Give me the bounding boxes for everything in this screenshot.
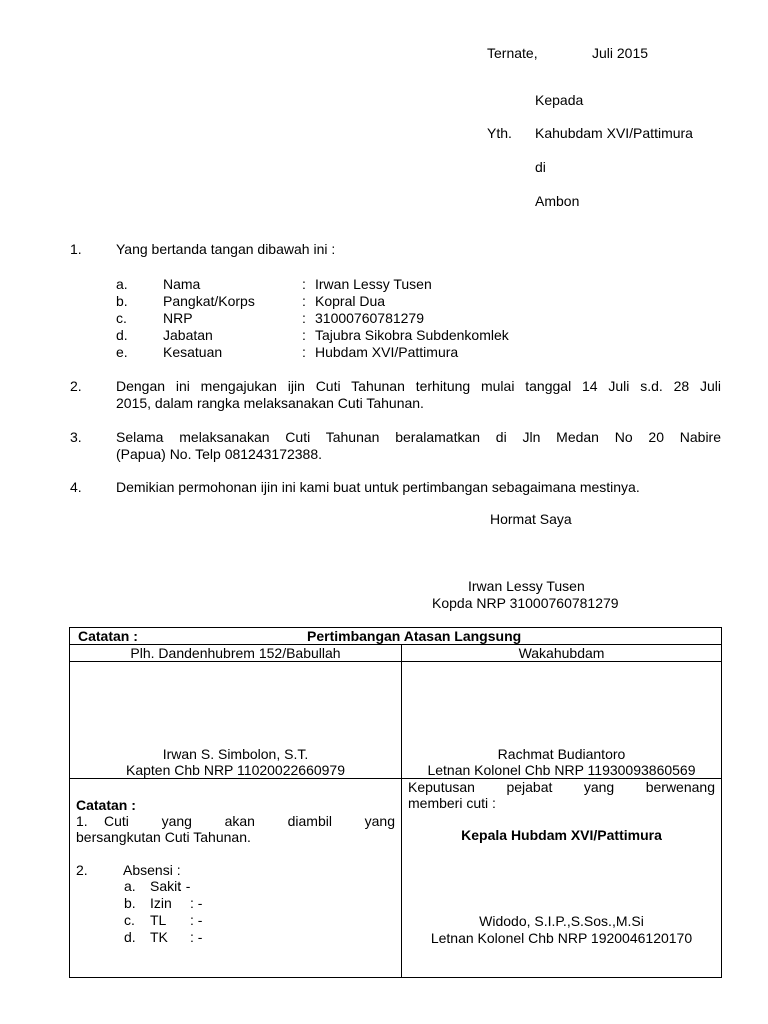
field-colon: : xyxy=(302,327,306,343)
signer-name: Irwan Lessy Tusen xyxy=(468,578,585,594)
table-signature-row xyxy=(70,662,722,779)
absensi-item xyxy=(76,878,395,895)
left-title: Plh. Dandenhubrem 152/Babullah xyxy=(70,645,402,662)
absensi-letter: b. xyxy=(124,895,136,911)
decision-rank: Letnan Kolonel Chb NRP 1920046120170 xyxy=(430,930,693,946)
field-value: 31000760781279 xyxy=(315,310,425,326)
section4-number: 4. xyxy=(70,479,82,495)
notes-cell xyxy=(70,779,402,978)
approval-table xyxy=(69,627,722,978)
absensi-label-text: TL xyxy=(150,912,167,928)
section3-text xyxy=(116,429,721,463)
decision-name: Widodo, S.I.P.,S.Sos.,M.Si xyxy=(479,913,644,929)
absensi-item xyxy=(76,912,395,929)
absensi-value: : - xyxy=(190,912,203,928)
field-letter: a. xyxy=(116,276,128,292)
field-value: Hubdam XVI/Pattimura xyxy=(315,344,459,360)
pertimbangan-title: Pertimbangan Atasan Langsung xyxy=(307,628,522,644)
note-item-1-cont: bersangkutan Cuti Tahunan. xyxy=(76,829,251,845)
left-signer-name: Irwan S. Simbolon, S.T. xyxy=(162,746,309,762)
section4-text: Demikian permohonan ijin ini kami buat untuk pertimbangan sebagaimana mestinya. xyxy=(116,479,640,495)
field-value: Kopral Dua xyxy=(315,293,386,309)
note-item-number: 1. xyxy=(76,813,88,829)
table-header-cell xyxy=(70,628,722,645)
field-label: Nama xyxy=(163,276,201,292)
field-colon: : xyxy=(302,276,306,292)
decision-line1: Keputusan pejabat yang berwenang xyxy=(408,779,715,795)
field-letter: c. xyxy=(116,310,127,326)
di-text: di xyxy=(535,159,546,175)
section2-line1: Dengan ini mengajukan ijin Cuti Tahunan terhitung mulai tanggal 14 Juli s.d. 28 Juli xyxy=(116,378,721,394)
absensi-label-text: TK xyxy=(150,929,168,945)
field-letter: b. xyxy=(116,293,128,309)
field-label: Kesatuan xyxy=(163,344,223,360)
note-item-2 xyxy=(76,862,395,878)
absensi-label: Absensi : xyxy=(123,862,181,878)
recipient-text: Kahubdam XVI/Pattimura xyxy=(535,125,693,141)
signer-rank: Kopda NRP 31000760781279 xyxy=(432,595,619,611)
city-text: Ambon xyxy=(535,193,580,209)
date-text: Juli 2015 xyxy=(592,45,649,61)
section2-number: 2. xyxy=(70,378,82,394)
absensi-item xyxy=(76,895,395,912)
absensi-letter: a. xyxy=(124,878,136,894)
note-item-text: Cuti yang akan diambil yang xyxy=(104,813,395,829)
right-title: Wakahubdam xyxy=(402,645,722,662)
note-item-number: 2. xyxy=(76,862,88,878)
field-label: NRP xyxy=(163,310,193,326)
absensi-value: : - xyxy=(190,895,203,911)
decision-authority: Kepala Hubdam XVI/Pattimura xyxy=(461,827,662,843)
closing-text: Hormat Saya xyxy=(490,511,572,527)
yth-text: Yth. xyxy=(487,125,512,141)
field-label: Pangkat/Korps xyxy=(163,293,255,309)
table-title-row xyxy=(70,645,722,662)
field-value: Tajubra Sikobra Subdenkomlek xyxy=(315,327,509,343)
section1-number: 1. xyxy=(70,241,82,257)
absensi-label-text: Izin xyxy=(150,895,172,911)
absensi-letter: d. xyxy=(124,929,136,945)
section3-number: 3. xyxy=(70,429,82,445)
field-letter: e. xyxy=(116,344,128,360)
absensi-list xyxy=(76,878,395,946)
right-signer-name: Rachmat Budiantoro xyxy=(497,746,626,762)
table-header-row xyxy=(70,628,722,645)
field-label: Jabatan xyxy=(163,327,213,343)
right-signature-cell xyxy=(402,662,722,779)
left-signer-rank: Kapten Chb NRP 11020022660979 xyxy=(126,762,345,778)
section3-line1: Selama melaksanakan Cuti Tahunan beralamatkan di Jln Medan No 20 Nabire xyxy=(116,429,721,445)
notes-title: Catatan : xyxy=(76,797,136,813)
catatan-label: Catatan : xyxy=(78,628,138,644)
place-text: Ternate, xyxy=(487,45,538,61)
right-signer-rank: Letnan Kolonel Chb NRP 11930093860569 xyxy=(427,762,696,778)
left-signature-cell xyxy=(70,662,402,779)
note-item-1 xyxy=(76,813,395,829)
field-letter: d. xyxy=(116,327,128,343)
absensi-item xyxy=(76,929,395,946)
field-colon: : xyxy=(302,293,306,309)
absensi-value: : - xyxy=(190,929,203,945)
absensi-value: : - xyxy=(178,878,191,894)
section2-line2: 2015, dalam rangka melaksanakan Cuti Tahunan. xyxy=(116,395,424,411)
field-colon: : xyxy=(302,344,306,360)
absensi-label-text: Sakit xyxy=(150,878,182,894)
field-colon: : xyxy=(302,310,306,326)
field-value: Irwan Lessy Tusen xyxy=(315,276,432,292)
kepada-text: Kepada xyxy=(535,92,584,108)
absensi-letter: c. xyxy=(124,912,135,928)
section2-text xyxy=(116,378,721,412)
decision-cell xyxy=(402,779,722,978)
section3-line2: (Papua) No. Telp 081243172388. xyxy=(116,446,323,462)
section1-intro: Yang bertanda tangan dibawah ini : xyxy=(116,241,336,257)
table-notes-row xyxy=(70,779,722,978)
decision-line2: memberi cuti : xyxy=(408,795,496,811)
